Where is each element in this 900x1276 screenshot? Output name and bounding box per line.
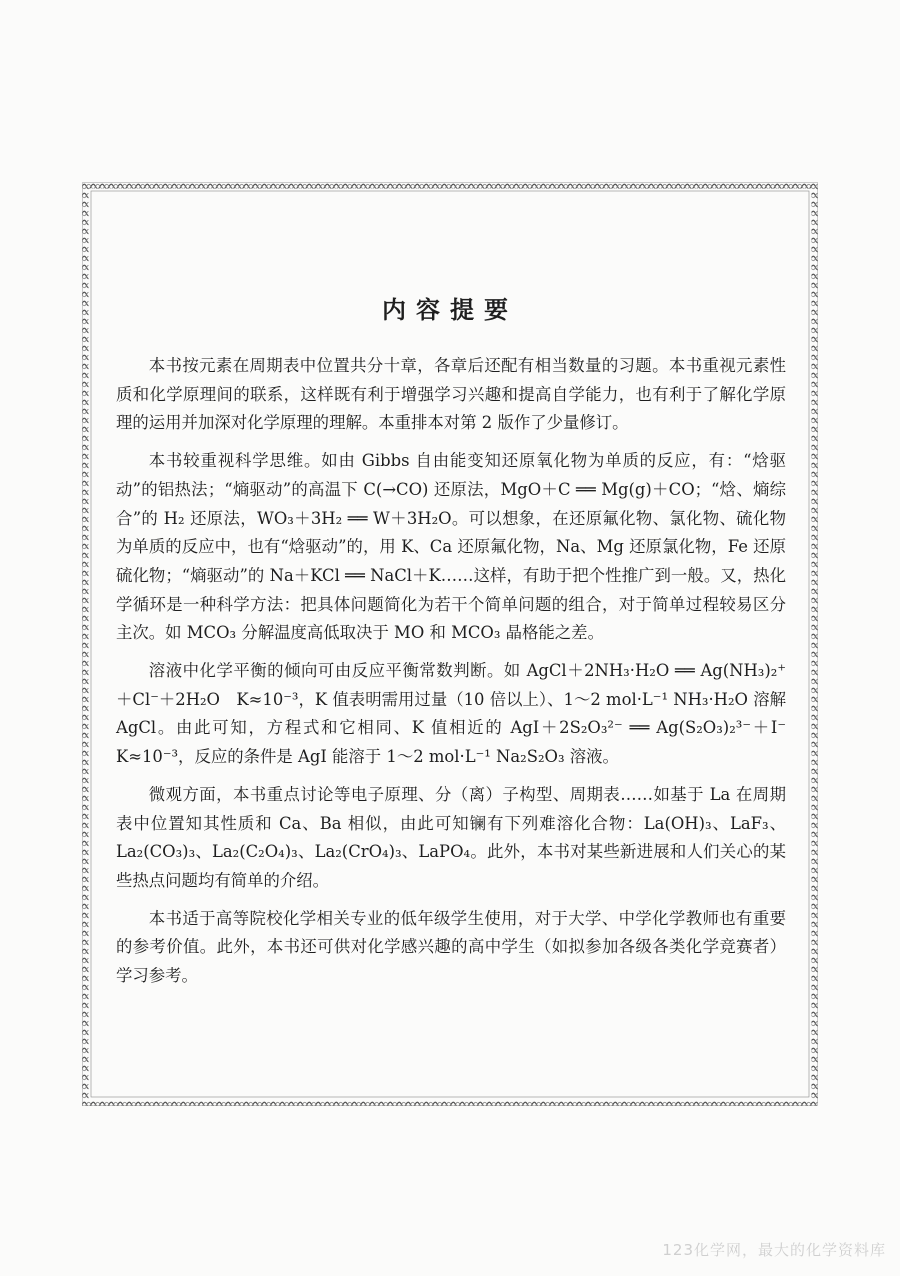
paragraph-5: 本书适于高等院校化学相关专业的低年级学生使用，对于大学、中学化学教师也有重要的参考价值。此外，本书还可供对化学感兴趣的高中学生（如拟参加各级各类化学竞赛者）学习参考。 [116,908,786,986]
paragraph-4: 微观方面，本书重点讨论等电子原理、分（离）子构型、周期表……如基于 La 在周期表中位置知其性质和 Ca、Ba 相似，由此可知镧有下列难溶化合物：La(OH)₃、LaF₃、La₂(CO₃)₃、La₂(C₂O₄)₃、La₂(CrO₄)₃、LaPO₄。此外，本书对某些新进展和人们关心的某些热点问题均有简单的介绍。 [116,784,786,890]
page-title: 内容提要 [382,295,518,324]
paragraph-2: 本书较重视科学思维。如由 Gibbs 自由能变知还原氧化物为单质的反应，有：“焓驱动”的铝热法；“熵驱动”的高温下 C(→CO) 还原法，MgO＋C ══ Mg(g)＋CO；“焓、熵综合”的 H₂ 还原法，WO₃＋3H₂ ══ W＋3H₂O。可以想象，在还原氟化物、氯化物、硫化物为单质的反应中，也有“焓驱动”的，用 K、Ca 还原氟化物，Na、Mg 还原氯化物，Fe 还原硫化物；“熵驱动”的 Na＋KCl ══ NaCl＋K……这样，有助于把个性推广到一般。又，热化学循环是一种科学方法：把具体问题简化为若干个简单问题的组合，对于简单过程较易区分主次。如 MCO₃ 分解温度高低取决于 MO 和 MCO₃ 晶格能之差。 [116,451,786,643]
summary-body [116,352,803,1000]
paragraph-3: 溶液中化学平衡的倾向可由反应平衡常数判断。如 AgCl＋2NH₃·H₂O ══ Ag(NH₃)₂⁺＋Cl⁻＋2H₂O K≈10⁻³，K 值表明需用过量（10 倍以上）、1～2 mol·L⁻¹ NH₃·H₂O 溶解 AgCl。由此可知，方程式和它相同、K 值相近的 AgI＋2S₂O₃²⁻ ══ Ag(S₂O₃)₂³⁻＋I⁻ K≈10⁻³，反应的条件是 AgI 能溶于 1～2 mol·L⁻¹ Na₂S₂O₃ 溶液。 [116,661,803,767]
paragraph-1: 本书按元素在周期表中位置共分十章，各章后还配有相当数量的习题。本书重视元素性质和化学原理间的联系，这样既有利于增强学习兴趣和提高自学能力，也有利于了解化学原理的运用并加深对化学原理的理解。本重排本对第 2 版作了少量修订。 [116,356,786,433]
site-watermark: 123化学网，最大的化学资料库 [662,1241,886,1259]
